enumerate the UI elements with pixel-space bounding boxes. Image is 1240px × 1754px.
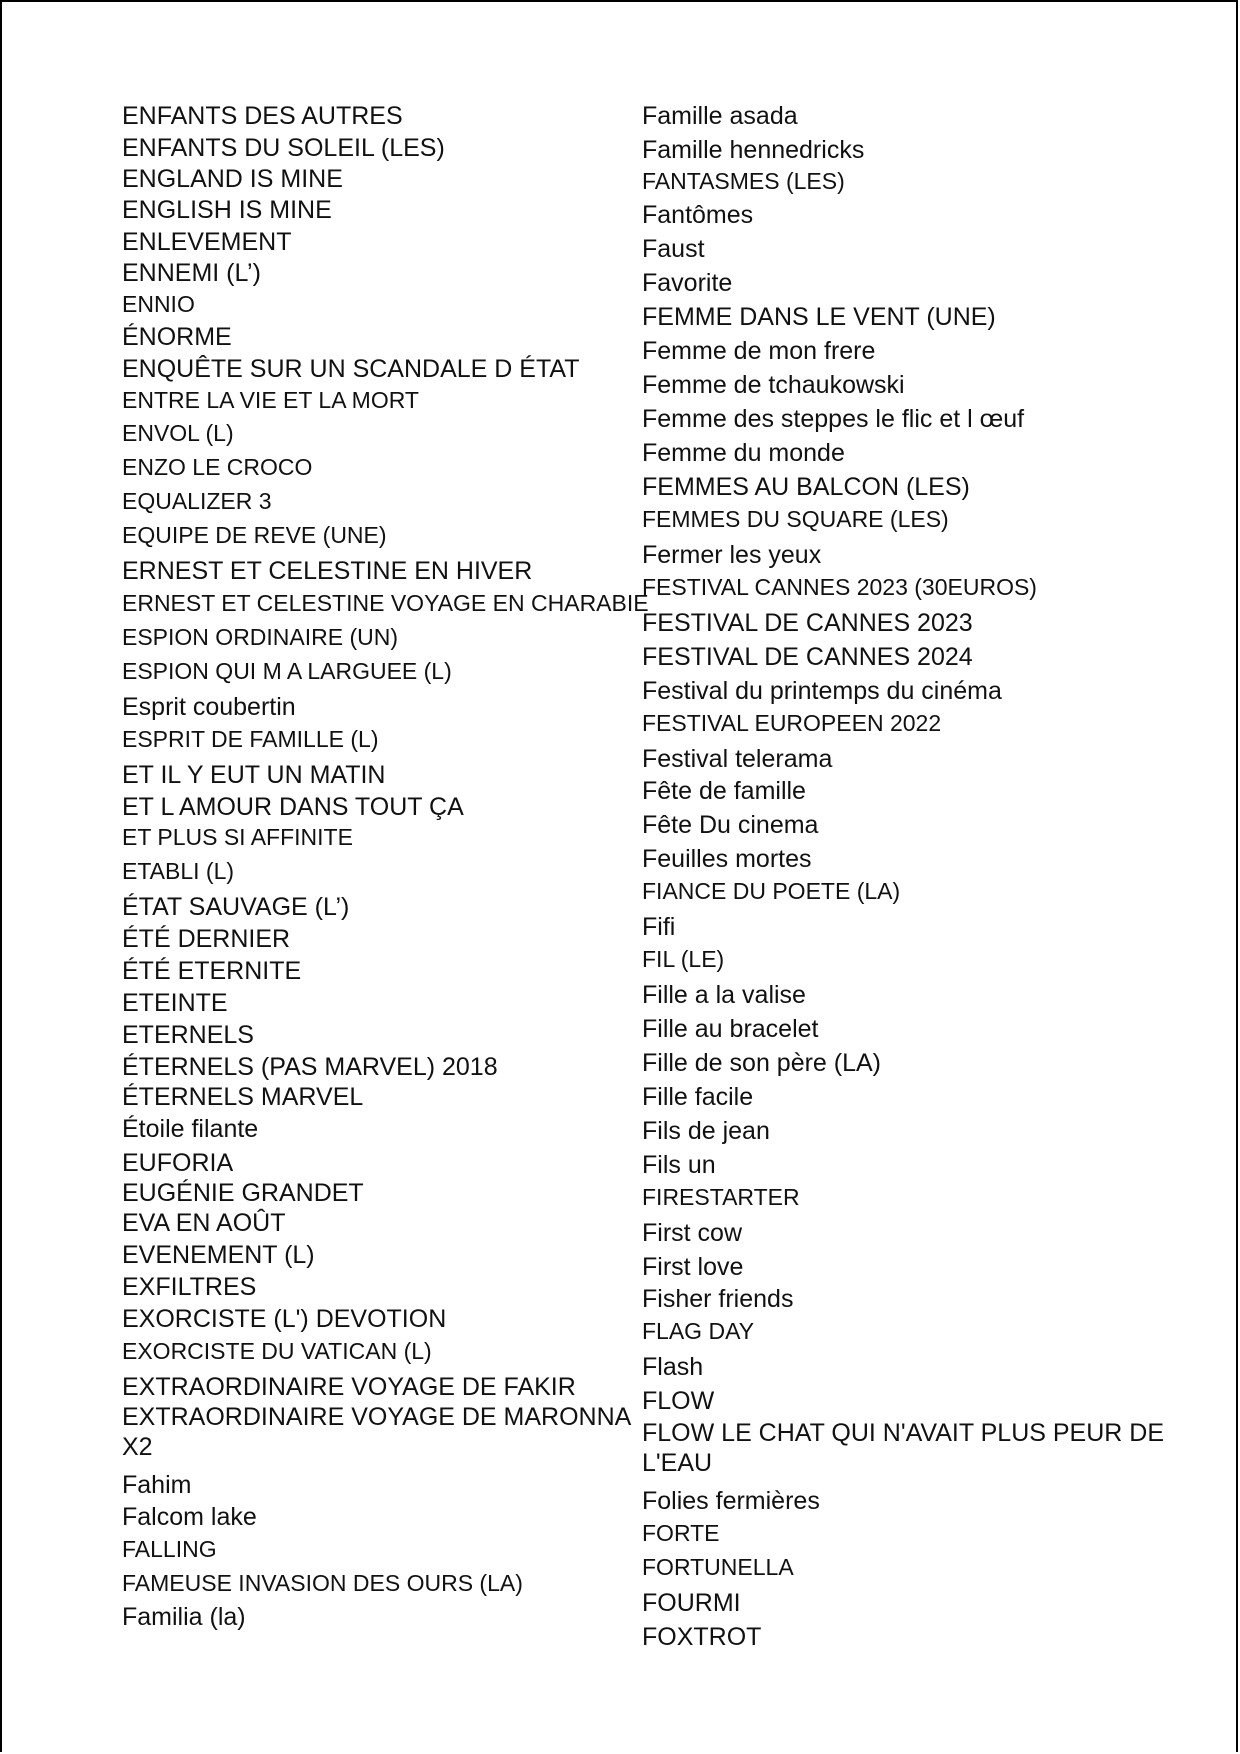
title-entry: EVA EN AOÛT [122, 1209, 286, 1237]
title-entry: ENNEMI (L’) [122, 259, 261, 287]
title-entry: ENZO LE CROCO [122, 454, 313, 480]
title-entry: FORTE [642, 1520, 720, 1546]
title-entry: Fils un [642, 1151, 716, 1179]
title-entry: ENFANTS DU SOLEIL (LES) [122, 134, 445, 162]
title-entry: Fête de famille [642, 777, 806, 805]
title-entry: Flash [642, 1353, 704, 1381]
title-entry: FLOW [642, 1387, 715, 1415]
title-entry: ERNEST ET CELESTINE EN HIVER [122, 557, 533, 585]
title-entry: Familia (la) [122, 1603, 246, 1631]
title-entry: Fantômes [642, 201, 754, 229]
title-entry: ÉTÉ ETERNITE [122, 957, 302, 985]
title-entry: ENNIO [122, 291, 195, 317]
title-entry: Fermer les yeux [642, 541, 822, 569]
title-entry: Fahim [122, 1471, 192, 1499]
title-entry: FESTIVAL EUROPEEN 2022 [642, 710, 942, 736]
title-entry: FEMMES DU SQUARE (LES) [642, 506, 949, 532]
title-entry: FORTUNELLA [642, 1554, 794, 1580]
title-entry: ET L AMOUR DANS TOUT ÇA [122, 793, 464, 821]
title-entry: FOXTROT [642, 1623, 762, 1651]
title-entry: FESTIVAL DE CANNES 2024 [642, 643, 973, 671]
title-entry: Fête Du cinema [642, 811, 819, 839]
title-entry: Fils de jean [642, 1117, 770, 1145]
title-entry: EXTRAORDINAIRE VOYAGE DE FAKIR [122, 1373, 576, 1401]
title-entry: FESTIVAL DE CANNES 2023 [642, 609, 973, 637]
title-entry: Folies fermières [642, 1487, 820, 1515]
title-entry: EUFORIA [122, 1149, 234, 1177]
title-entry: ENGLAND IS MINE [122, 165, 343, 193]
title-entry: Fille au bracelet [642, 1015, 819, 1043]
title-entry: Falcom lake [122, 1503, 257, 1531]
title-entry: FANTASMES (LES) [642, 168, 845, 194]
title-entry: FEMMES AU BALCON (LES) [642, 473, 970, 501]
title-entry: ÉTÉ DERNIER [122, 925, 291, 953]
title-entry: Famille hennedricks [642, 136, 865, 164]
title-entry: FEMME DANS LE VENT (UNE) [642, 303, 996, 331]
title-entry: Favorite [642, 269, 733, 297]
title-entry: ET PLUS SI AFFINITE [122, 824, 353, 850]
title-entry: ETEINTE [122, 989, 228, 1017]
title-entry: Faust [642, 235, 705, 263]
title-entry: FLAG DAY [642, 1318, 755, 1344]
title-entry: EXTRAORDINAIRE VOYAGE DE MARONNA X2 [122, 1403, 630, 1461]
title-entry: EUGÉNIE GRANDET [122, 1179, 364, 1207]
title-entry: ET IL Y EUT UN MATIN [122, 761, 386, 789]
title-entry: FAMEUSE INVASION DES OURS (LA) [122, 1570, 523, 1596]
title-entry: Esprit coubertin [122, 693, 296, 721]
title-entry: Femme du monde [642, 439, 845, 467]
title-entry: FIL (LE) [642, 946, 725, 972]
title-entry: EXORCISTE DU VATICAN (L) [122, 1338, 432, 1364]
title-entry: First love [642, 1253, 744, 1281]
title-entry: ESPRIT DE FAMILLE (L) [122, 726, 379, 752]
title-entry: ETERNELS [122, 1021, 254, 1049]
title-entry: EQUALIZER 3 [122, 488, 272, 514]
title-entry: Fille de son père (LA) [642, 1049, 882, 1077]
title-entry: Fille a la valise [642, 981, 806, 1009]
title-entry: EXFILTRES [122, 1273, 257, 1301]
title-entry: ENQUÊTE SUR UN SCANDALE D ÉTAT [122, 355, 580, 383]
title-entry: ENVOL (L) [122, 420, 234, 446]
title-entry: EXORCISTE (L') DEVOTION [122, 1305, 447, 1333]
title-entry: EVENEMENT (L) [122, 1241, 315, 1269]
title-entry: FOURMI [642, 1589, 741, 1617]
title-entry: EQUIPE DE REVE (UNE) [122, 522, 387, 548]
title-entry: ENGLISH IS MINE [122, 196, 332, 224]
title-entry: ENFANTS DES AUTRES [122, 102, 403, 130]
title-entry: ENTRE LA VIE ET LA MORT [122, 387, 419, 413]
title-entry: ERNEST ET CELESTINE VOYAGE EN CHARABIE [122, 590, 649, 616]
title-entry: ESPION QUI M A LARGUEE (L) [122, 658, 452, 684]
title-entry: Femme de mon frere [642, 337, 876, 365]
title-entry: ENLEVEMENT [122, 228, 292, 256]
title-entry: FLOW LE CHAT QUI N'AVAIT PLUS PEUR DE L'EAU [642, 1419, 1165, 1477]
title-entry: ETABLI (L) [122, 858, 235, 884]
title-entry: Femme des steppes le flic et l œuf [642, 405, 1025, 433]
title-entry: Fille facile [642, 1083, 754, 1111]
title-entry: FIRESTARTER [642, 1184, 800, 1210]
title-entry: ÉTERNELS MARVEL [122, 1083, 364, 1111]
title-entry: Festival telerama [642, 745, 833, 773]
title-entry: FALLING [122, 1536, 217, 1562]
title-entry: Étoile filante [122, 1115, 259, 1143]
title-entry: Fisher friends [642, 1285, 794, 1313]
title-entry: Festival du printemps du cinéma [642, 677, 1002, 705]
title-entry: ÉTAT SAUVAGE (L’) [122, 893, 350, 921]
title-entry: FESTIVAL CANNES 2023 (30EUROS) [642, 574, 1037, 600]
title-entry: ÉTERNELS (PAS MARVEL) 2018 [122, 1053, 498, 1081]
title-entry: Femme de tchaukowski [642, 371, 905, 399]
title-entry: Feuilles mortes [642, 845, 812, 873]
title-entry: FIANCE DU POETE (LA) [642, 878, 901, 904]
title-entry: ÉNORME [122, 323, 232, 351]
title-entry: ESPION ORDINAIRE (UN) [122, 624, 399, 650]
title-entry: Fifi [642, 913, 676, 941]
title-entry: First cow [642, 1219, 742, 1247]
title-entry: Famille asada [642, 102, 798, 130]
